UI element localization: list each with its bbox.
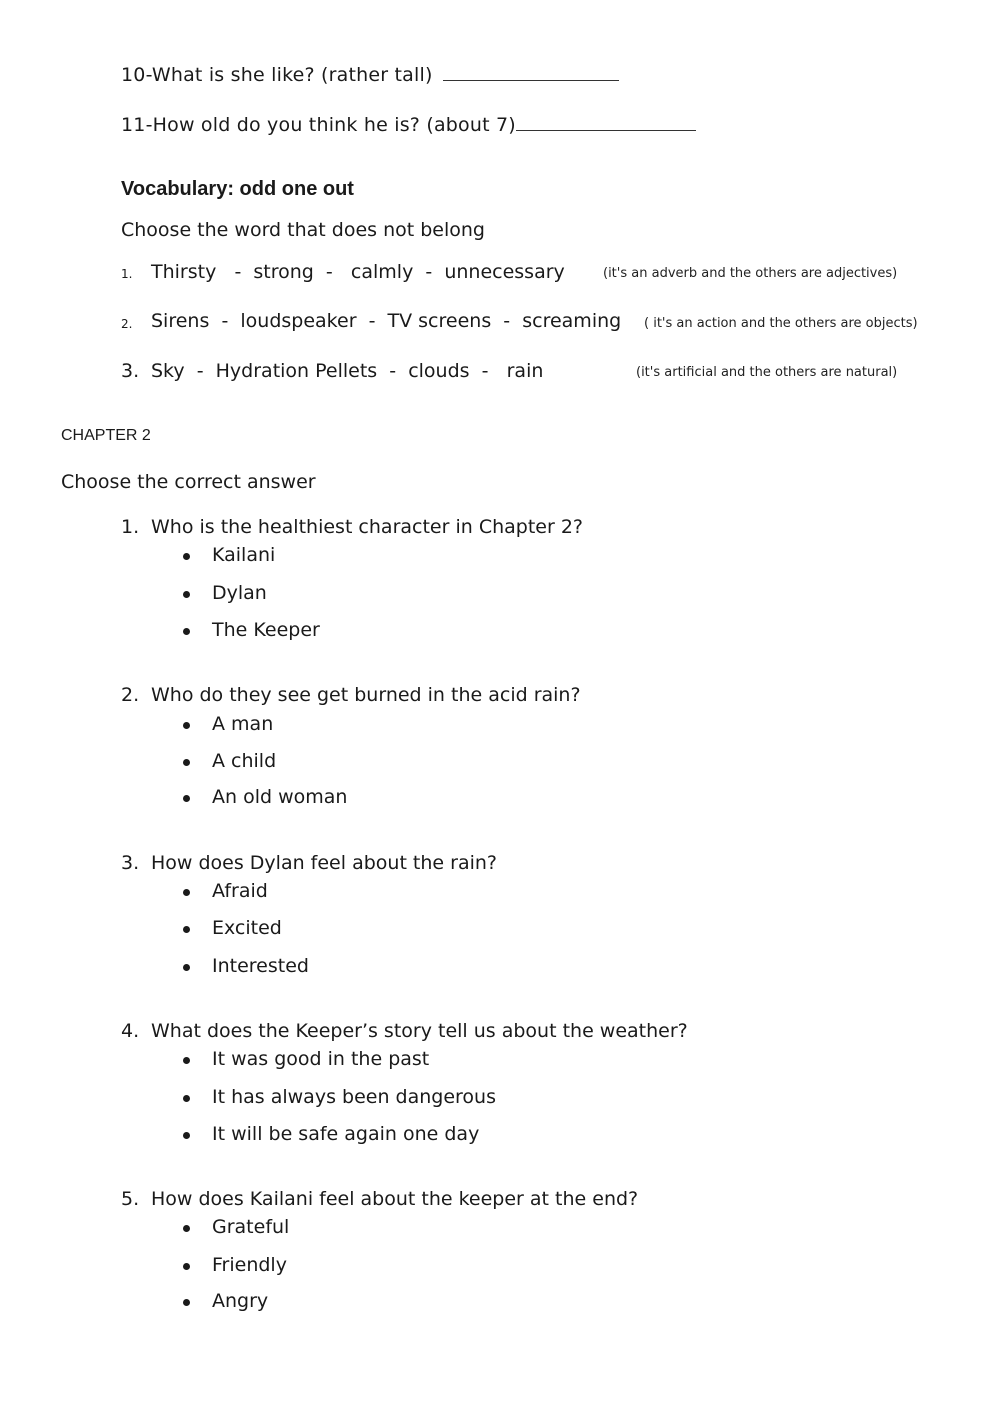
- bullet-icon: [183, 1225, 190, 1232]
- answer-blank-11[interactable]: [516, 112, 696, 131]
- bullet-icon: [183, 926, 190, 933]
- question-10: [121, 62, 619, 86]
- bullet-icon: [183, 628, 190, 635]
- vocab-item-2-note: ( it's an action and the others are objects): [644, 316, 918, 331]
- question-5-text: How does Kailani feel about the keeper at the end?: [151, 1188, 639, 1210]
- question-2-text: Who do they see get burned in the acid rain?: [151, 684, 581, 706]
- bullet-icon: [183, 1299, 190, 1306]
- bullet-icon: [183, 759, 190, 766]
- question-4-number: 4.: [121, 1020, 140, 1042]
- question-1-number: 1.: [121, 516, 140, 538]
- vocab-item-1-words: Thirsty - strong - calmly - unnecessary: [151, 261, 565, 283]
- bullet-icon: [183, 1095, 190, 1102]
- bullet-icon: [183, 1057, 190, 1064]
- bullet-icon: [183, 1132, 190, 1139]
- question-11-text: 11-How old do you think he is? (about 7): [121, 114, 516, 136]
- answer-blank-10[interactable]: [443, 62, 619, 81]
- vocabulary-title: Vocabulary: odd one out: [121, 178, 354, 200]
- question-11: [121, 112, 696, 136]
- question-10-text: 10-What is she like? (rather tall): [121, 64, 439, 86]
- bullet-icon: [183, 591, 190, 598]
- vocab-item-1-number: 1.: [121, 267, 133, 281]
- bullet-icon: [183, 795, 190, 802]
- bullet-icon: [183, 1263, 190, 1270]
- question-4-text: What does the Keeper’s story tell us about the weather?: [151, 1020, 688, 1042]
- question-2-number: 2.: [121, 684, 140, 706]
- vocab-item-1-note: (it's an adverb and the others are adjectives): [603, 266, 898, 281]
- question-3-text: How does Dylan feel about the rain?: [151, 852, 498, 874]
- chapter-instruction: Choose the correct answer: [61, 471, 316, 493]
- vocab-item-2-number: 2.: [121, 317, 133, 331]
- vocab-item-3-number: 3.: [121, 360, 140, 382]
- bullet-icon: [183, 889, 190, 896]
- question-5-number: 5.: [121, 1188, 140, 1210]
- vocab-item-2-words: Sirens - loudspeaker - TV screens - screaming: [151, 310, 622, 332]
- vocab-item-3-note: (it's artificial and the others are natural): [636, 365, 898, 380]
- bullet-icon: [183, 553, 190, 560]
- bullet-icon: [183, 722, 190, 729]
- vocab-item-3-words: Sky - Hydration Pellets - clouds - rain: [151, 360, 544, 382]
- chapter-title: CHAPTER 2: [61, 427, 151, 444]
- vocabulary-instruction: Choose the word that does not belong: [121, 219, 485, 241]
- bullet-icon: [183, 964, 190, 971]
- question-3-number: 3.: [121, 852, 140, 874]
- question-1-text: Who is the healthiest character in Chapter 2?: [151, 516, 583, 538]
